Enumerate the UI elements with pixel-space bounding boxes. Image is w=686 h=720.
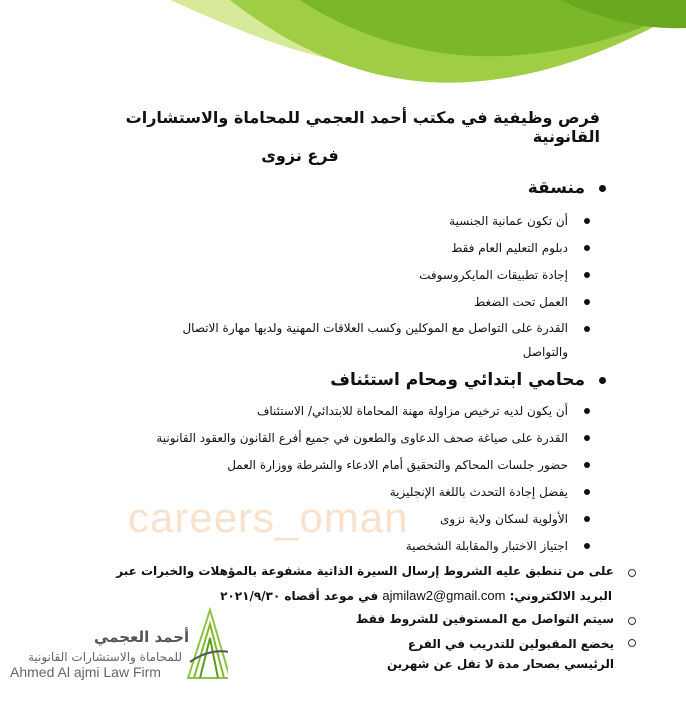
- bullet-icon: [599, 377, 606, 384]
- green-swoosh-decoration: [0, 0, 686, 110]
- list-item: القدرة على التواصل مع الموكلين وكسب العلاقات المهنية ولديها مهارة الاتصال والتواصل: [90, 316, 590, 364]
- list-item: يفضل إجادة التحدث باللغة الإنجليزية: [90, 479, 590, 506]
- note-apply: على من تنطبق عليه الشروط إرسال السيرة الذاتية مشفوعة بالمؤهلات والخبرات عبر: [78, 564, 638, 578]
- logo-tagline-arabic: للمحاماة والاستشارات القانونية: [27, 650, 182, 664]
- list-item: اجتياز الاختبار والمقابلة الشخصية: [90, 533, 590, 560]
- list-item: إجادة تطبيقات المايكروسوفت: [90, 262, 590, 289]
- branch-subtitle: فرع نزوى: [261, 146, 339, 165]
- page-title: فرص وظيفية في مكتب أحمد العجمي للمحاماة والاستشارات القانونية: [125, 108, 600, 146]
- list-item: العمل تحت الضغط: [90, 289, 590, 316]
- list-item: أن تكون عمانية الجنسية: [90, 208, 590, 235]
- email-line: [112, 588, 612, 603]
- note-contact: سيتم التواصل مع المستوفين للشروط فقط: [78, 612, 638, 626]
- watermark-text: careers_oman: [128, 494, 409, 541]
- logo-name-english: Ahmed Al ajmi Law Firm: [10, 664, 161, 680]
- note-training: يخضع المقبولين للتدريب في الفرع الرئيسي بصحار مدة لا تقل عن شهرين: [354, 634, 638, 674]
- email-link[interactable]: ajmilaw2@gmail.com: [382, 588, 506, 603]
- email-label: البريد الالكتروني:: [509, 589, 612, 603]
- coordinator-requirements-list: [90, 208, 590, 364]
- list-item: حضور جلسات المحاكم والتحقيق أمام الادعاء والشرطة ووزارة العمل: [90, 452, 590, 479]
- section-heading-lawyer: [206, 370, 606, 390]
- section-heading-text: منسقة: [527, 178, 585, 198]
- list-item: القدرة على صياغة صحف الدعاوى والطعون في جميع أفرع القانون والعقود القانونية: [90, 425, 590, 452]
- bullet-icon: [599, 185, 606, 192]
- section-heading-text: محامي ابتدائي ومحام استئناف: [330, 370, 585, 390]
- list-item: أن يكون لديه ترخيص مزاولة مهنة المحاماة للابتدائي/ الاستئناف: [90, 398, 590, 425]
- list-item: الأولوية لسكان ولاية نزوى: [90, 506, 590, 533]
- list-item: دبلوم التعليم العام فقط: [90, 235, 590, 262]
- logo-name-arabic: أحمد العجمي: [94, 628, 190, 646]
- application-notes: [78, 564, 638, 578]
- deadline-text: في موعد أقصاه ٢٠٢١/٩/٣٠: [220, 589, 379, 603]
- section-heading-coordinator: [206, 178, 606, 198]
